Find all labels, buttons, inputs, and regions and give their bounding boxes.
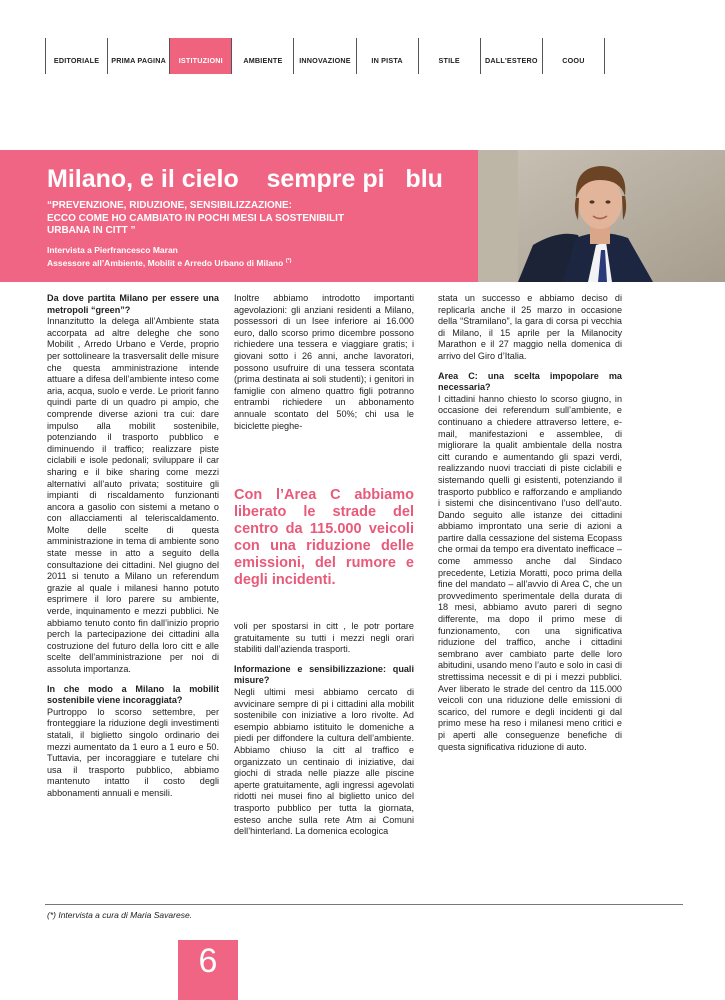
- article-subtitle: “PREVENZIONE, RIDUZIONE, SENSIBILIZZAZIONE: ECCO COME HO CAMBIATO IN POCHI MESI LA SOSTENIBILIT URBANA IN CITT ”: [47, 200, 345, 236]
- nav-item-editoriale[interactable]: EDITORIALE: [45, 38, 107, 74]
- nav-item-istituzioni[interactable]: ISTITUZIONI: [169, 38, 231, 74]
- article-column-2-top: [234, 293, 414, 432]
- answer-paragraph: Inoltre abbiamo introdotto importanti agevolazioni: gli anziani residenti a Milano, possessori di un Isee inferiore ai 16.000 euro, dallo scorso primo dicembre possono richiedere una tessera e viaggiare gratis; i giovani sotto i 26 anni, anche lavoratori, possono usufruire di una tessera scontata (prima destinata ai soli studenti); i genitori in famiglie con almeno quattro figli potranno entrambi richiedere un abbonamento annuale scontato del 50%; chi usa le biciclette pieghe-: [234, 293, 414, 431]
- footnote: (*) Intervista a cura di Maria Savarese.: [47, 910, 193, 920]
- byline-role: Assessore all’Ambiente, Mobilit e Arredo Urbano di Milano (*): [47, 257, 292, 268]
- nav-item-coou[interactable]: COOU: [542, 38, 605, 74]
- article-title: Milano, e il cielo sempre pi blu: [47, 165, 443, 193]
- question-heading: In che modo a Milano la mobilit sostenibile viene incoraggiata?: [47, 683, 219, 706]
- article-column-3: [438, 293, 622, 753]
- answer-paragraph: Innanzitutto la delega all’Ambiente stata accorpata ad altre deleghe che sono Mobilit , Arredo Urbano e Verde, proprio per sottolineare la trasversalit delle misure che questa amministrazione intende attuare a difesa dell’ambiente inteso come aria, acqua, suolo e verde. Le priorit fanno quindi parte di un quadro pi ampio, che comprende diverse azioni tra cui: dare impulso alla mobilit sostenibile, potenziando il trasporto pubblico e diminuendo il traffico; realizzare piste ciclabili e isole pedonali; sviluppare il car sharing e il bike sharing come mezzi alternativi all’auto privata; sostituire gli impianti di riscaldamento funzionanti ancora a gasolio con sistemi a metano o con allacciamenti al teleriscaldamento. Molte delle scelte di questa amministrazione in tema di ambiente sono state messe in atto a seguito della consultazione dei cittadini. Nel giugno del 2011 si tenuto a Milano un referendum grazie al quale i milanesi hanno potuto esprimere il loro parere su ambiente, verde, inquinamento e mezzi pubblici. Ne abbiamo tenuto conto fin dall’inizio proprio perch la partecipazione dei cittadini alla costruzione del futuro della loro citt e alle scelte dell’amministrazione per noi di assoluta importanza.: [47, 316, 219, 674]
- portrait-photo: [478, 150, 725, 282]
- nav-item-prima-pagina[interactable]: PRIMA PAGINA: [107, 38, 169, 74]
- byline-interviewee: Intervista a Pierfrancesco Maran: [47, 245, 178, 255]
- footnote-divider: [45, 904, 683, 905]
- answer-paragraph: I cittadini hanno chiesto lo scorso giugno, in occasione dei referendum sull’ambiente, e continuano a chiedere attraverso lettere, e-mail, manifestazioni e assemblee, di migliorare la qualit ambientale della nostra citt curando e aumentando gli spazi verdi, realizzando nuovi tracciati di piste ciclabili e sistemando quelli gi esistenti, potenziando il trasporto pubblico e rafforzando e ampliando i sistemi che disincentivano l’uso dell’auto. Dando seguito alle istanze dei cittadini abbiamo improntato una serie di azioni a partire dalla cessazione del sistema Ecopass che ormai da tempo era diventato inefficace – come ammesso anche dal Sindaco precedente, Letizia Moratti, poco prima della fine del mandato – all’avvio di Area C, che un provvedimento sperimentale della durata di 18 mesi, abbiamo avuto pareri di segno differente, ma dopo il primo mese di funzionamento, con una significativa riduzione del traffico, anche i cittadini sembrano aver cambiato parte delle loro abitudini, usando meno l’auto e solo in casi di strettissima necessit e di pi i mezzi pubblici. Aver liberato le strade del centro da 115.000 veicoli con una riduzione delle emissioni di scarico, del rumore e degli incidenti gi dal primo mese ha reso i milanesi meno critici e pi aperti alle conseguenze benefiche di questa significativa riduzione di auto.: [438, 393, 622, 752]
- nav-item-dall-estero[interactable]: DALL'ESTERO: [480, 38, 542, 74]
- pull-quote: Con l’Area C abbiamo liberato le strade del centro da 115.000 veicoli con una riduzione delle emissioni, del rumore e degli incidenti.: [234, 487, 414, 588]
- section-nav: [45, 38, 605, 74]
- nav-item-stile[interactable]: STILE: [418, 38, 480, 74]
- question-heading: Informazione e sensibilizzazione: quali misure?: [234, 663, 414, 686]
- answer-paragraph: Negli ultimi mesi abbiamo cercato di avvicinare sempre di pi i cittadini alla mobilit sostenibile con iniziative a loro rivolte. Ad esempio abbiamo istituito le domeniche a piedi per diffondere la cultura dell’ambiente. Abbiamo chiuso la citt al traffico e organizzato un centinaio di iniziative, dai giochi di strada nelle piazze alle piscine aperte gratuitamente, agli ingressi agevolati ridotti nei musei fino al biglietto unico del trasporto pubblico per tutta la giornata, esteso anche sulla rete Atm ai Comuni dell’hinterland. La domenica ecologica: [234, 686, 414, 837]
- page-number: 6: [198, 942, 218, 980]
- question-heading: Area C: una scelta impopolare ma necessaria?: [438, 370, 622, 393]
- nav-item-ambiente[interactable]: AMBIENTE: [231, 38, 293, 74]
- answer-paragraph: Purtroppo lo scorso settembre, per fronteggiare la riduzione degli investimenti statali, il biglietto singolo ordinario dei mezzi aumentato da 1 euro a 1 euro e 50. Tuttavia, per incoraggiare e tutelare chi usa il trasporto pubblico, abbiamo mantenuto intatto il costo degli abbonamenti annuali e mensili.: [47, 706, 219, 798]
- article-byline: [47, 245, 292, 269]
- article-column-2-bottom: [234, 621, 414, 838]
- nav-item-innovazione[interactable]: INNOVAZIONE: [293, 38, 355, 74]
- answer-paragraph: stata un successo e abbiamo deciso di replicarla anche il 25 marzo in occasione della “Stramilano”, la gara di corsa pi vecchia di Milano, il 15 aprile per la Milanocity Marathon e il 27 maggio nella domenica di arrivo del Giro d’Italia.: [438, 293, 622, 361]
- nav-item-in-pista[interactable]: IN PISTA: [356, 38, 418, 74]
- answer-paragraph: voli per spostarsi in citt , le potr portare gratuitamente su tutti i mezzi negli orari stabiliti dall’azienda trasporti.: [234, 621, 414, 655]
- question-heading: Da dove partita Milano per essere una metropoli “green”?: [47, 293, 219, 315]
- article-column-1: [47, 293, 219, 800]
- byline-footnote-marker: (*): [285, 258, 292, 264]
